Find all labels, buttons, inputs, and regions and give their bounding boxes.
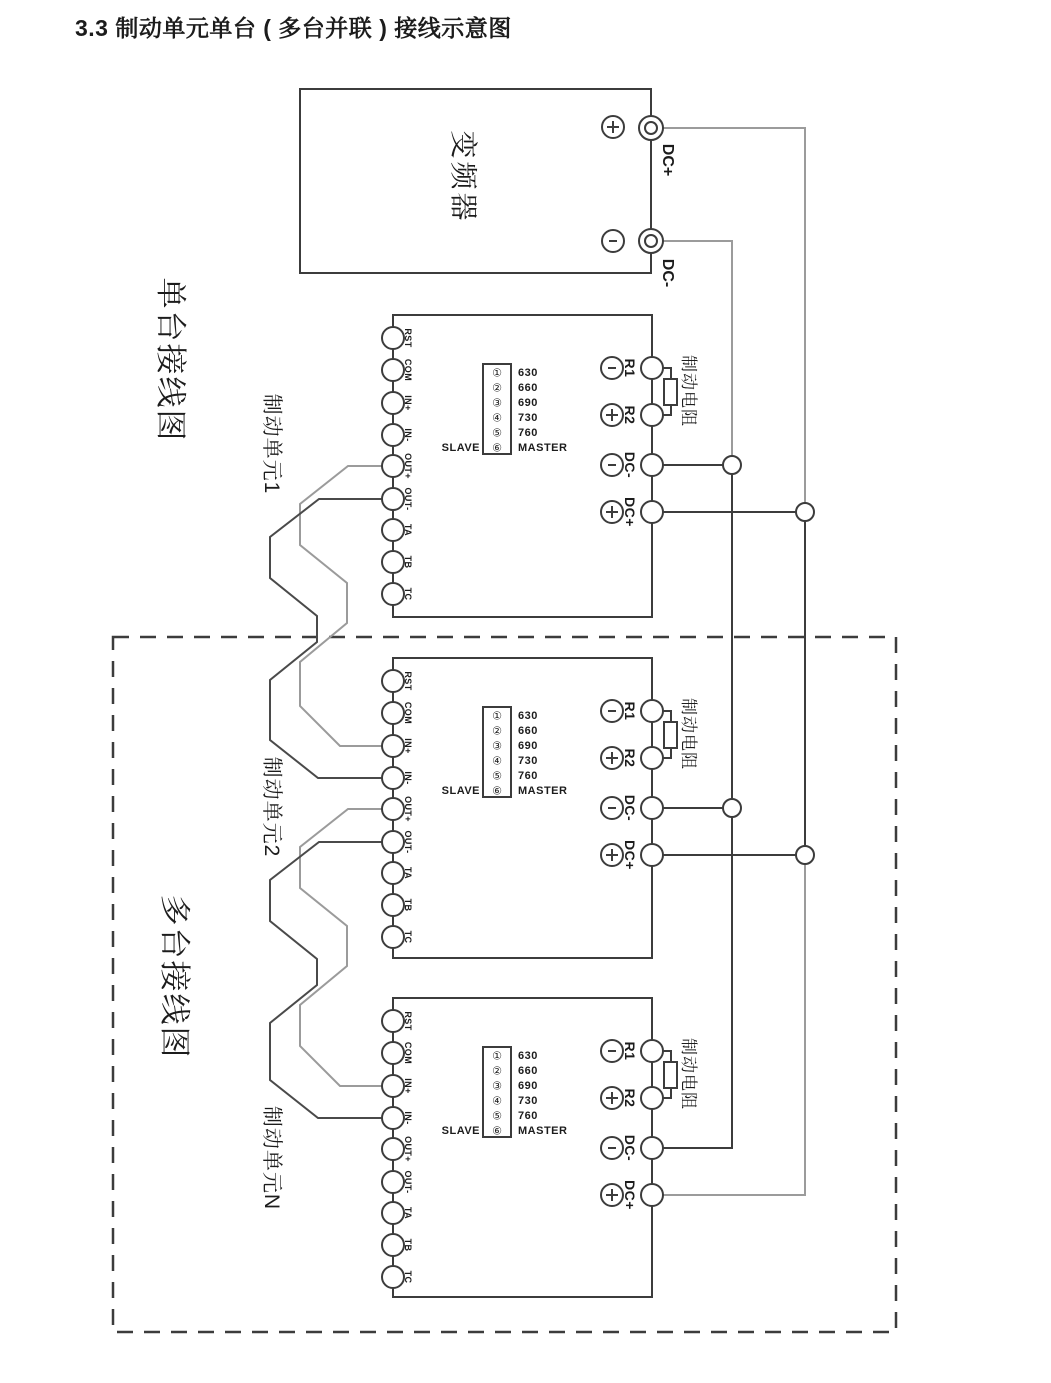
terminal-label-out-minus: OUT-	[403, 1170, 413, 1194]
dip-position-2: ②	[492, 725, 502, 738]
dip-value-760: 760	[518, 770, 538, 782]
slave-label: SLAVE	[441, 785, 480, 797]
terminal-label-r1: R1	[622, 1041, 638, 1061]
terminal-label-dc-plus: DC+	[622, 840, 638, 870]
dip-value-630: 630	[518, 367, 538, 379]
dip-position-1: ①	[492, 367, 502, 380]
terminal-label-tb: TB	[403, 1238, 413, 1252]
braking-unit-name: 制动单元2	[260, 756, 283, 858]
terminal-label-in-plus: IN+	[403, 738, 413, 754]
terminal-label-in-plus: IN+	[403, 1078, 413, 1094]
dip-value-660: 660	[518, 382, 538, 394]
dip-value-690: 690	[518, 1080, 538, 1092]
dip-position-4: ④	[492, 412, 502, 425]
dip-position-3: ③	[492, 397, 502, 410]
dip-position-1: ①	[492, 1050, 502, 1063]
dip-value-690: 690	[518, 397, 538, 409]
dip-position-6: ⑥	[492, 442, 502, 455]
terminal-label-in-minus: IN-	[403, 428, 413, 442]
terminal-label-r1: R1	[622, 358, 638, 378]
terminal-label-ta: TA	[403, 523, 413, 537]
dip-position-2: ②	[492, 382, 502, 395]
terminal-label-r2: R2	[622, 405, 638, 425]
dip-position-2: ②	[492, 1065, 502, 1078]
terminal-label-r2: R2	[622, 1088, 638, 1108]
slave-label: SLAVE	[441, 442, 480, 454]
braking-resistor-label: 制动电阻	[679, 1038, 698, 1110]
terminal-label-tc: TC	[403, 930, 413, 944]
terminal-label-tb: TB	[403, 555, 413, 569]
dip-position-3: ③	[492, 1080, 502, 1093]
terminal-label-dc-plus: DC+	[622, 497, 638, 527]
dip-position-5: ⑤	[492, 1110, 502, 1123]
terminal-label-rst: RST	[403, 328, 413, 348]
dip-value-730: 730	[518, 755, 538, 767]
braking-resistor-label: 制动电阻	[679, 698, 698, 770]
section-label-multi: 多台接线图	[157, 894, 192, 1060]
braking-unit-1-labels	[0, 315, 1051, 617]
braking-unit-2-labels	[0, 658, 1051, 960]
dip-value-master: MASTER	[518, 442, 568, 454]
dip-value-760: 760	[518, 427, 538, 439]
dip-position-6: ⑥	[492, 785, 502, 798]
terminal-label-tb: TB	[403, 898, 413, 912]
dip-value-660: 660	[518, 725, 538, 737]
terminal-label-com: COM	[403, 358, 413, 382]
page-title: 3.3 制动单元单台 ( 多台并联 ) 接线示意图	[75, 15, 512, 41]
terminal-label-r2: R2	[622, 748, 638, 768]
dip-position-6: ⑥	[492, 1125, 502, 1138]
terminal-label-out-plus: OUT+	[403, 1136, 413, 1162]
terminal-label-r1: R1	[622, 701, 638, 721]
inverter-label: 变频器	[448, 130, 479, 224]
terminal-label-dc-minus: DC-	[622, 451, 638, 479]
terminal-label-dc-minus: DC-	[622, 794, 638, 822]
dip-position-4: ④	[492, 1095, 502, 1108]
terminal-label-rst: RST	[403, 1011, 413, 1031]
terminal-label-out-minus: OUT-	[403, 830, 413, 854]
dip-position-5: ⑤	[492, 770, 502, 783]
terminal-label-ta: TA	[403, 866, 413, 880]
dip-value-730: 730	[518, 1095, 538, 1107]
braking-resistor-label: 制动电阻	[679, 355, 698, 427]
braking-unit-name: 制动单元N	[260, 1105, 283, 1211]
inverter-dc-plus-label: DC+	[659, 143, 676, 177]
dip-value-660: 660	[518, 1065, 538, 1077]
terminal-label-tc: TC	[403, 1270, 413, 1284]
dip-position-4: ④	[492, 755, 502, 768]
terminal-label-tc: TC	[403, 587, 413, 601]
terminal-label-out-minus: OUT-	[403, 487, 413, 511]
dip-value-630: 630	[518, 1050, 538, 1062]
terminal-label-dc-plus: DC+	[622, 1180, 638, 1210]
dip-value-760: 760	[518, 1110, 538, 1122]
dip-position-3: ③	[492, 740, 502, 753]
dip-value-690: 690	[518, 740, 538, 752]
section-label-single: 单台接线图	[153, 277, 188, 443]
dip-value-master: MASTER	[518, 785, 568, 797]
terminal-label-out-plus: OUT+	[403, 796, 413, 822]
dip-position-5: ⑤	[492, 427, 502, 440]
dip-value-630: 630	[518, 710, 538, 722]
braking-unit-n-labels	[0, 998, 1051, 1300]
terminal-label-out-plus: OUT+	[403, 453, 413, 479]
terminal-label-rst: RST	[403, 671, 413, 691]
braking-unit-name: 制动单元1	[260, 393, 283, 495]
terminal-label-in-minus: IN-	[403, 1111, 413, 1125]
dip-value-730: 730	[518, 412, 538, 424]
terminal-label-ta: TA	[403, 1206, 413, 1220]
terminal-label-in-plus: IN+	[403, 395, 413, 411]
terminal-label-com: COM	[403, 1041, 413, 1065]
terminal-label-in-minus: IN-	[403, 771, 413, 785]
inverter-dc-minus-label: DC-	[659, 258, 676, 288]
terminal-label-dc-minus: DC-	[622, 1134, 638, 1162]
dip-value-master: MASTER	[518, 1125, 568, 1137]
terminal-label-com: COM	[403, 701, 413, 725]
slave-label: SLAVE	[441, 1125, 480, 1137]
dip-position-1: ①	[492, 710, 502, 723]
